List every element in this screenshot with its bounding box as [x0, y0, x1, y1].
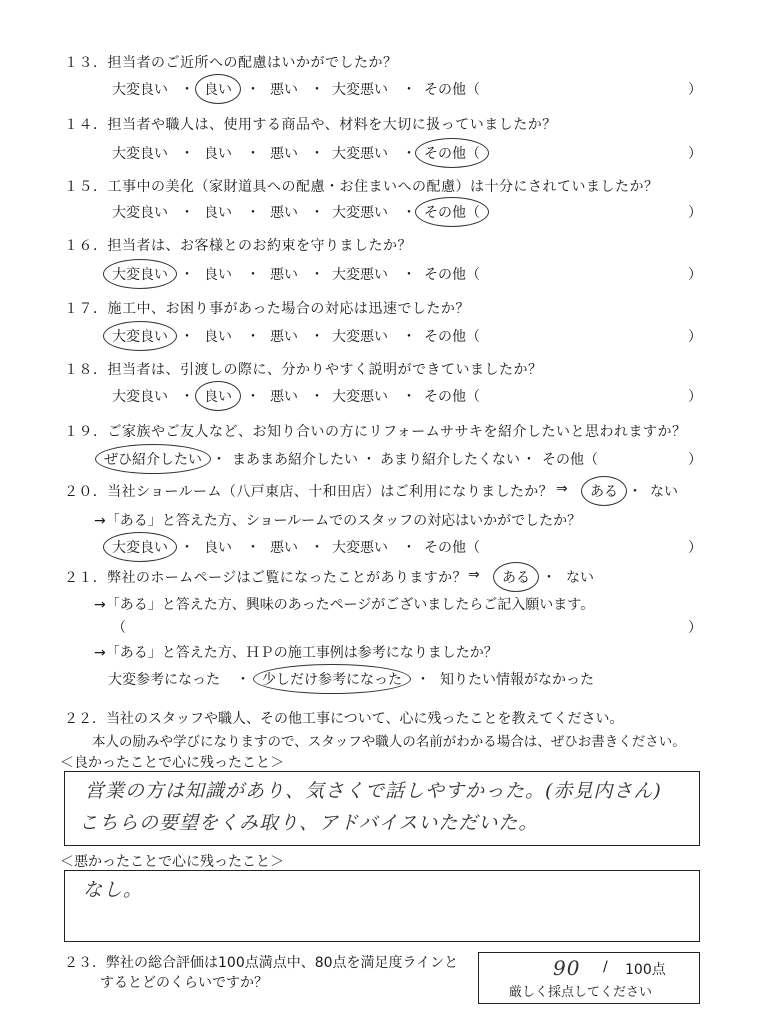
separator: ・	[246, 329, 260, 345]
question-21-free-text	[0, 617, 768, 639]
separator: ・	[310, 329, 324, 345]
options-15	[0, 202, 768, 224]
option-good[interactable]: 良い	[204, 267, 232, 283]
option-other-selected[interactable]: その他（	[424, 202, 480, 222]
separator: ・	[310, 205, 324, 221]
question-18: １８．担当者は、引渡しの際に、分かりやすく説明ができていましたか？	[64, 362, 543, 378]
option-bad[interactable]: 悪い	[270, 540, 298, 556]
question-20-sub: →「ある」と答えた方、ショールームでのスタッフの対応はいかがでしたか？	[94, 513, 582, 529]
option-very-bad[interactable]: 大変悪い	[332, 205, 388, 221]
separator: ・	[180, 205, 194, 221]
option-slightly-helpful-selected[interactable]: 少しだけ参考になった	[262, 669, 402, 689]
option-no[interactable]: ない	[566, 570, 594, 586]
option-bad[interactable]: 悪い	[270, 146, 298, 162]
paren-close: ）	[688, 540, 702, 556]
bad-comment-box[interactable]	[64, 870, 700, 942]
option-bad[interactable]: 悪い	[270, 267, 298, 283]
separator: ・	[180, 540, 194, 556]
question-20-row	[0, 481, 768, 503]
separator: ・	[402, 205, 416, 221]
separator: ・	[310, 540, 324, 556]
question-22: ２２．当社のスタッフや職人、その他工事について、心に残ったことを教えてください。	[64, 711, 624, 727]
paren-close: ）	[688, 267, 702, 283]
separator: ・	[246, 540, 260, 556]
options-16	[0, 264, 768, 286]
separator: ・	[246, 146, 260, 162]
option-recommend-somewhat[interactable]: まあまあ紹介したい	[232, 452, 358, 468]
paren-close: ）	[688, 452, 702, 468]
paren-close: ）	[688, 620, 702, 636]
option-yes-selected[interactable]: ある	[590, 481, 618, 501]
option-other[interactable]: その他（	[542, 452, 598, 468]
option-good[interactable]: 良い	[204, 540, 232, 556]
separator: ・	[246, 205, 260, 221]
option-very-bad[interactable]: 大変悪い	[332, 389, 388, 405]
option-very-good-selected[interactable]: 大変良い	[112, 537, 168, 557]
separator: ・	[402, 146, 416, 162]
option-recommend-selected[interactable]: ぜひ紹介したい	[104, 449, 202, 469]
separator: ・	[180, 267, 194, 283]
option-very-good[interactable]: 大変良い	[112, 205, 168, 221]
option-yes-selected[interactable]: ある	[502, 567, 530, 587]
score-value: 90	[553, 956, 581, 980]
question-15: １５．工事中の美化（家財道具への配慮・お住まいへの配慮）は十分にされていましたか？	[64, 179, 659, 195]
option-very-good[interactable]: 大変良い	[112, 146, 168, 162]
paren-close: ）	[688, 329, 702, 345]
options-20	[0, 537, 768, 559]
question-13: １３．担当者のご近所への配慮はいかがでしたか？	[64, 55, 398, 71]
question-23-cont: するとどのくらいですか？	[100, 975, 268, 991]
options-21	[0, 669, 768, 691]
separator: ・	[212, 452, 226, 468]
separator: ・	[402, 389, 416, 405]
score-max: 100点	[625, 962, 666, 978]
option-very-good-selected[interactable]: 大変良い	[112, 326, 168, 346]
separator: ・	[402, 540, 416, 556]
separator: ・	[416, 672, 430, 688]
option-no[interactable]: ない	[650, 484, 678, 500]
option-good[interactable]: 良い	[204, 146, 232, 162]
option-other-selected[interactable]: その他（	[424, 143, 480, 163]
option-very-bad[interactable]: 大変悪い	[332, 146, 388, 162]
separator: ・	[246, 82, 260, 98]
separator: ・	[180, 82, 194, 98]
option-good-selected[interactable]: 良い	[204, 386, 232, 406]
separator: ・	[628, 484, 642, 500]
separator: ・	[402, 267, 416, 283]
option-very-helpful[interactable]: 大変参考になった	[108, 672, 220, 688]
option-other[interactable]: その他（	[424, 389, 480, 405]
options-17	[0, 326, 768, 348]
score-slash: /	[603, 959, 608, 975]
option-good[interactable]: 良い	[204, 205, 232, 221]
question-21-sub2: →「ある」と答えた方、ＨＰの施工事例は参考になりましたか？	[94, 645, 498, 661]
separator: ・	[236, 672, 250, 688]
good-comment-line2: こちらの要望をくみ取り、アドバイスいただいた。	[79, 812, 539, 834]
question-20: ２０．当社ショールーム（八戸東店、十和田店）はご利用になりましたか？	[64, 484, 554, 500]
option-other[interactable]: その他（	[424, 540, 480, 556]
question-21-sub1: →「ある」と答えた方、興味のあったページがございましたらご記入願います。	[94, 597, 595, 613]
question-14: １４．担当者や職人は、使用する商品や、材料を大切に扱っていましたか？	[64, 117, 557, 133]
question-17: １７．施工中、お困り事があった場合の対応は迅速でしたか？	[64, 301, 470, 317]
option-very-bad[interactable]: 大変悪い	[332, 82, 388, 98]
separator: ・	[180, 389, 194, 405]
option-not-helpful[interactable]: 知りたい情報がなかった	[440, 672, 594, 688]
paren-close: ）	[688, 146, 702, 162]
options-18	[0, 386, 768, 408]
paren-close: ）	[688, 389, 702, 405]
separator: ・	[402, 82, 416, 98]
option-bad[interactable]: 悪い	[270, 205, 298, 221]
option-bad[interactable]: 悪い	[270, 329, 298, 345]
question-16: １６．担当者は、お客様とのお約束を守りましたか？	[64, 238, 412, 254]
paren-close: ）	[688, 82, 702, 98]
bad-comment-label: ＜悪かったことで心に残ったこと＞	[60, 854, 284, 870]
separator: ・	[542, 570, 556, 586]
option-other[interactable]: その他（	[424, 267, 480, 283]
option-good[interactable]: 良い	[204, 329, 232, 345]
option-very-good-selected[interactable]: 大変良い	[112, 264, 168, 284]
question-19: １９．ご家族やご友人など、お知り合いの方にリフォームササキを紹介したいと思われますか？	[64, 424, 687, 440]
separator: ・	[310, 146, 324, 162]
arrow-icon: ⇒	[556, 481, 568, 497]
option-other[interactable]: その他（	[424, 82, 480, 98]
good-comment-box[interactable]	[64, 771, 700, 846]
separator: ・	[522, 452, 536, 468]
option-other[interactable]: その他（	[424, 329, 480, 345]
option-very-good[interactable]: 大変良い	[112, 389, 168, 405]
question-23: ２３．弊社の総合評価は100点満点中、80点を満足度ラインと	[64, 955, 459, 971]
option-bad[interactable]: 悪い	[270, 82, 298, 98]
question-21-row	[0, 567, 768, 589]
option-very-bad[interactable]: 大変悪い	[332, 540, 388, 556]
option-good-selected[interactable]: 良い	[204, 79, 232, 99]
options-13	[0, 79, 768, 101]
bad-comment-text: なし。	[83, 879, 144, 901]
separator: ・	[402, 329, 416, 345]
separator: ・	[310, 389, 324, 405]
score-box[interactable]	[478, 952, 700, 1004]
good-comment-label: ＜良かったことで心に残ったこと＞	[60, 755, 284, 771]
option-not-recommend[interactable]: あまり紹介したくない	[380, 452, 520, 468]
paren-open: （	[112, 620, 126, 636]
paren-close: ）	[688, 205, 702, 221]
arrow-icon: ⇒	[468, 567, 480, 583]
options-19	[0, 449, 768, 471]
question-21: ２１．弊社のホームページはご覧になったことがありますか？	[64, 570, 467, 586]
option-bad[interactable]: 悪い	[270, 389, 298, 405]
separator: ・	[310, 267, 324, 283]
score-note: 厳しく採点してください	[509, 985, 653, 1000]
question-22-note: 本人の励みや学びになりますので、スタッフや職人の名前がわかる場合は、ぜひお書きください。	[92, 734, 686, 750]
separator: ・	[180, 329, 194, 345]
separator: ・	[180, 146, 194, 162]
option-very-bad[interactable]: 大変悪い	[332, 329, 388, 345]
options-14	[0, 143, 768, 165]
separator: ・	[246, 267, 260, 283]
separator: ・	[362, 452, 376, 468]
separator: ・	[310, 82, 324, 98]
good-comment-line1: 営業の方は知識があり、気さくで話しやすかった。(赤見内さん)	[85, 780, 662, 802]
separator: ・	[246, 389, 260, 405]
option-very-good[interactable]: 大変良い	[112, 82, 168, 98]
option-very-bad[interactable]: 大変悪い	[332, 267, 388, 283]
